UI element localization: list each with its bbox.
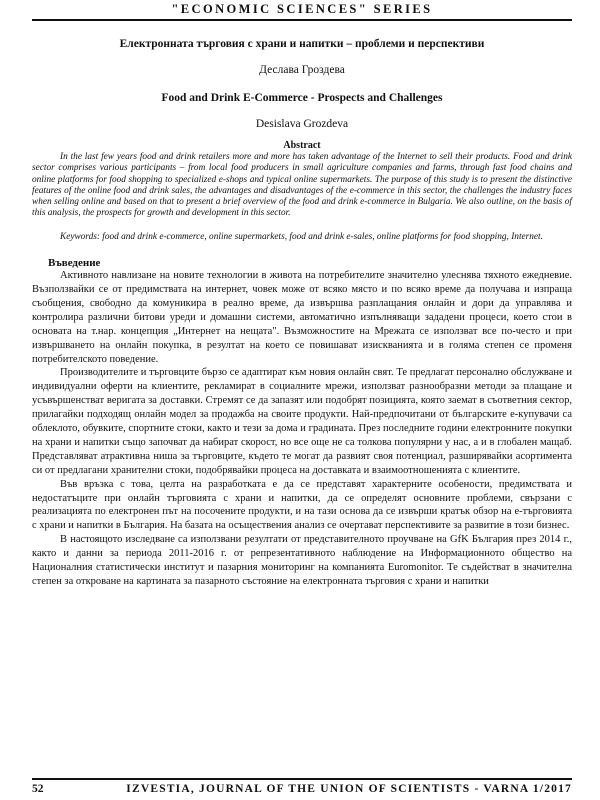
paragraph: Във връзка с това, целта на разработката е да се представят характерните особености, предимствата и недостатъците при онлайн търговията с храни и напитки, да се определят основните проблеми, свързани с реализацията по електронен път на посочените продукти, и на тази основа да се извърши кратък обзор на е-търговията с храни и напитки в България. На базата на осъществения анализ се очертават перспективите за развитие в този бизнес. bbox=[32, 478, 572, 532]
author-english: Desislava Grozdeva bbox=[255, 118, 349, 130]
journal-name: IZVESTIA, JOURNAL OF THE UNION OF SCIENTISTS - VARNA 1/2017 bbox=[126, 783, 572, 795]
page-number: 52 bbox=[32, 783, 44, 795]
abstract-heading: Abstract bbox=[283, 140, 321, 151]
abstract-text: In the last few years food and drink retailers more and more has taken advantage of the Internet to sell their products. Food and drink sector comprises various participants – from local food producers in small agriculture companies and farms, through fast food chains and online platforms for food shopping to specialized e-shops and typical online supermarkets. The purpose of this study is to present the distinctive features of the online food and drink sales, the advantages and disadvantages of the e-commerce in this sector, the challenges the industry faces when selling online and based on that to present a brief overview of the food and drink e-commerce in Bulgaria. We also outline, on the basis of this analysis, the prospects for growth and development in this sector. bbox=[32, 152, 572, 219]
section-heading-introduction: Въведение bbox=[48, 257, 101, 270]
paragraph: Производителите и търговците бързо се адаптират към новия онлайн свят. Те предлагат персонално обслужване и индивидуални оферти на клиентите, рекламират в социалните мрежи, използват разнообразни методи за плащане и усъвършенстват веригата за доставки. Стремят се да запазят или подобрят позицията, която заемат в съответния сектор, прилагайки подходящ онлайн модел за продажба на своите продукти. Най-предпочитани от българските е-купувачи са облеклото, обувките, спортните стоки, както и тези за дома и градината. През последните години електронните покупки на храни и напитки също започват да набират скорост, но все още не са толкова популярни у нас, а и в глобален мащаб. Представляват атрактивна ниша за търговците, където те могат да развият своя потенциал, разширявайки асортимента си от предлагани хранителни стоки, подобрявайки процеса на доставката и взаимоотношенията с клиентите. bbox=[32, 367, 572, 476]
paragraph: Активното навлизане на новите технологии в живота на потребителите значително улеснява тяхното ежедневие. Възползвайки се от предимствата на интернет, човек може от всяко място и по всяко време да получава и изпраща съобщения, свободно да комуникира в реално време, да извършва разплащания онлайн и дори да управлява и контролира различни битови уреди и домашни системи, автоматично изпълняващи зададени процеси, което стои в основата на т.нар. концепция „Интернет на нещата". Възможностите на Мрежата се използват все по-често и при извършването на онлайн покупка, в резултат на което се повишават изискванията и в голяма степен се променя потребителското поведение. bbox=[32, 270, 572, 365]
author-bulgarian: Деслава Гроздева bbox=[259, 64, 345, 76]
series-header: "ECONOMIC SCIENCES" SERIES bbox=[32, 2, 572, 21]
page-footer bbox=[32, 778, 572, 795]
article-body bbox=[32, 34, 572, 589]
title-bulgarian: Електронната търговия с храни и напитки – проблеми и перспективи bbox=[119, 38, 485, 50]
paragraph: В настоящото изследване са използвани резултати от представителното проучване на GfK България през 2014 г., както и данни за периода 2011-2016 г. от репрезентативното наблюдение на Информационното общество на Националния статистически институт и пазарния мониторинг на компанията Euromonitor. Те съдействат в значителна степен за откроване на картината за пазарното състояние на електронната търговия с храни и напитки bbox=[32, 534, 572, 588]
keywords: Keywords: food and drink e-commerce, online supermarkets, food and drink e-sales, online platforms for food shopping, Internet. bbox=[60, 231, 543, 242]
title-english: Food and Drink E-Commerce - Prospects and Challenges bbox=[161, 92, 443, 104]
